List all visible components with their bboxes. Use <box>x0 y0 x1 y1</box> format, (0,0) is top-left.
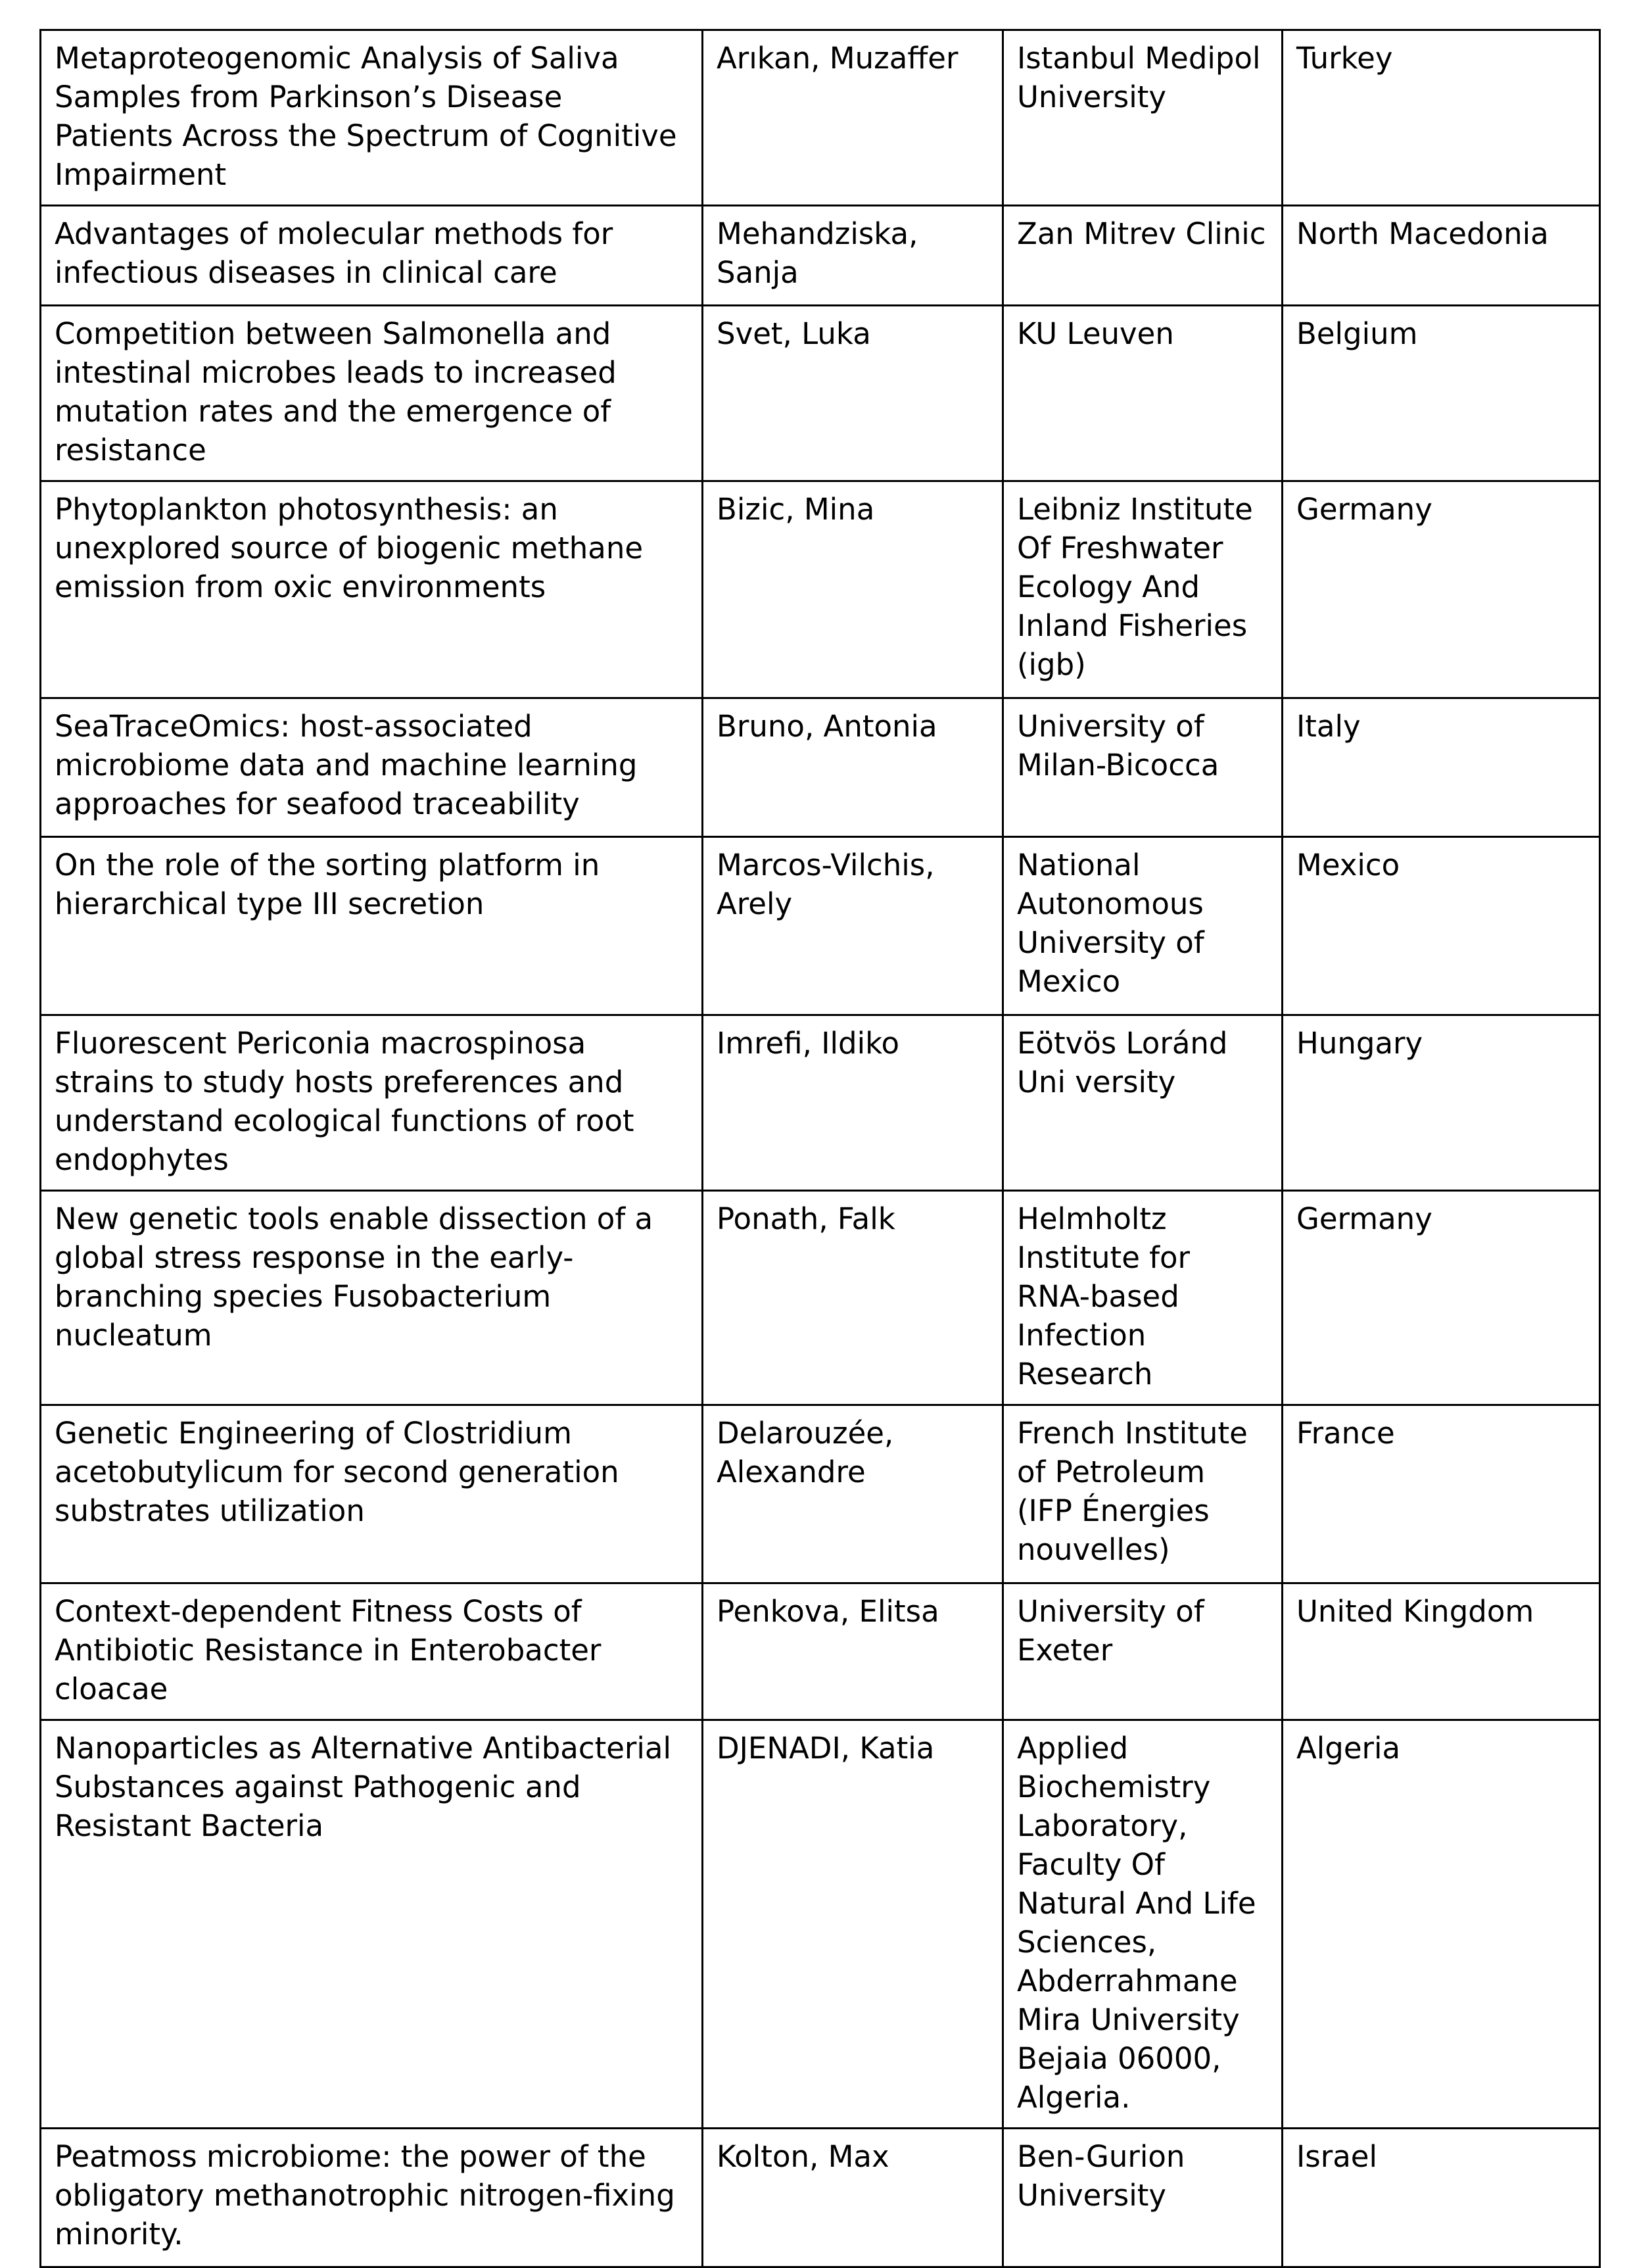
country-cell: Turkey <box>1283 30 1600 206</box>
author-cell: Ponath, Falk <box>703 1191 1003 1405</box>
institution-cell: University of Milan-Bicocca <box>1003 698 1283 837</box>
institution-cell: Leibniz Institute Of Freshwater Ecology And Inland Fisheries (igb) <box>1003 481 1283 698</box>
author-cell: Bizic, Mina <box>703 481 1003 698</box>
country-cell: Mexico <box>1283 837 1600 1015</box>
table-row <box>41 1583 1600 1720</box>
table-row <box>41 2129 1600 2267</box>
title-cell: Metaproteogenomic Analysis of Saliva Samples from Parkinson’s Disease Patients Across the Spectrum of Cognitive Impairment <box>41 30 703 206</box>
presentations-table <box>39 29 1601 2268</box>
author-cell: Bruno, Antonia <box>703 698 1003 837</box>
title-cell: Peatmoss microbiome: the power of the obligatory methanotrophic nitrogen-fixing minority. <box>41 2129 703 2267</box>
title-cell: Competition between Salmonella and intestinal microbes leads to increased mutation rates and the emergence of resistance <box>41 306 703 481</box>
institution-cell: Zan Mitrev Clinic <box>1003 206 1283 306</box>
author-cell: Imrefi, Ildiko <box>703 1015 1003 1191</box>
table-row <box>41 206 1600 306</box>
institution-cell: Ben-Gurion University <box>1003 2129 1283 2267</box>
title-cell: New genetic tools enable dissection of a global stress response in the early-branching species Fusobacterium nucleatum <box>41 1191 703 1405</box>
table-row <box>41 306 1600 481</box>
title-cell: Genetic Engineering of Clostridium acetobutylicum for second generation substrates utilization <box>41 1405 703 1583</box>
author-cell: Marcos-Vilchis, Arely <box>703 837 1003 1015</box>
table-row <box>41 1720 1600 2129</box>
country-cell: Germany <box>1283 1191 1600 1405</box>
table-row <box>41 1405 1600 1583</box>
author-cell: Arıkan, Muzaffer <box>703 30 1003 206</box>
country-cell: North Macedonia <box>1283 206 1600 306</box>
title-cell: Context-dependent Fitness Costs of Antibiotic Resistance in Enterobacter cloacae <box>41 1583 703 1720</box>
institution-cell: French Institute of Petroleum (IFP Énergies nouvelles) <box>1003 1405 1283 1583</box>
institution-cell: Applied Biochemistry Laboratory, Faculty Of Natural And Life Sciences, Abderrahmane Mira University Bejaia 06000, Algeria. <box>1003 1720 1283 2129</box>
title-cell: On the role of the sorting platform in hierarchical type III secretion <box>41 837 703 1015</box>
country-cell: France <box>1283 1405 1600 1583</box>
author-cell: Delarouzée, Alexandre <box>703 1405 1003 1583</box>
table-row <box>41 698 1600 837</box>
country-cell: Germany <box>1283 481 1600 698</box>
table-row <box>41 837 1600 1015</box>
country-cell: United Kingdom <box>1283 1583 1600 1720</box>
institution-cell: Helmholtz Institute for RNA-based Infection Research <box>1003 1191 1283 1405</box>
table-row <box>41 481 1600 698</box>
author-cell: Mehandziska, Sanja <box>703 206 1003 306</box>
title-cell: Advantages of molecular methods for infectious diseases in clinical care <box>41 206 703 306</box>
title-cell: Nanoparticles as Alternative Antibacterial Substances against Pathogenic and Resistant Bacteria <box>41 1720 703 2129</box>
author-cell: Kolton, Max <box>703 2129 1003 2267</box>
country-cell: Hungary <box>1283 1015 1600 1191</box>
title-cell: Fluorescent Periconia macrospinosa strains to study hosts preferences and understand ecological functions of root endophytes <box>41 1015 703 1191</box>
country-cell: Israel <box>1283 2129 1600 2267</box>
institution-cell: University of Exeter <box>1003 1583 1283 1720</box>
institution-cell: National Autonomous University of Mexico <box>1003 837 1283 1015</box>
table-row <box>41 1191 1600 1405</box>
title-cell: SeaTraceOmics: host-associated microbiome data and machine learning approaches for seafood traceability <box>41 698 703 837</box>
institution-cell: KU Leuven <box>1003 306 1283 481</box>
institution-cell: Istanbul Medipol University <box>1003 30 1283 206</box>
country-cell: Algeria <box>1283 1720 1600 2129</box>
country-cell: Belgium <box>1283 306 1600 481</box>
author-cell: Svet, Luka <box>703 306 1003 481</box>
table-row <box>41 30 1600 206</box>
title-cell: Phytoplankton photosynthesis: an unexplored source of biogenic methane emission from oxic environments <box>41 481 703 698</box>
institution-cell: Eötvös Loránd Uni versity <box>1003 1015 1283 1191</box>
country-cell: Italy <box>1283 698 1600 837</box>
author-cell: DJENADI, Katia <box>703 1720 1003 2129</box>
author-cell: Penkova, Elitsa <box>703 1583 1003 1720</box>
table-row <box>41 1015 1600 1191</box>
